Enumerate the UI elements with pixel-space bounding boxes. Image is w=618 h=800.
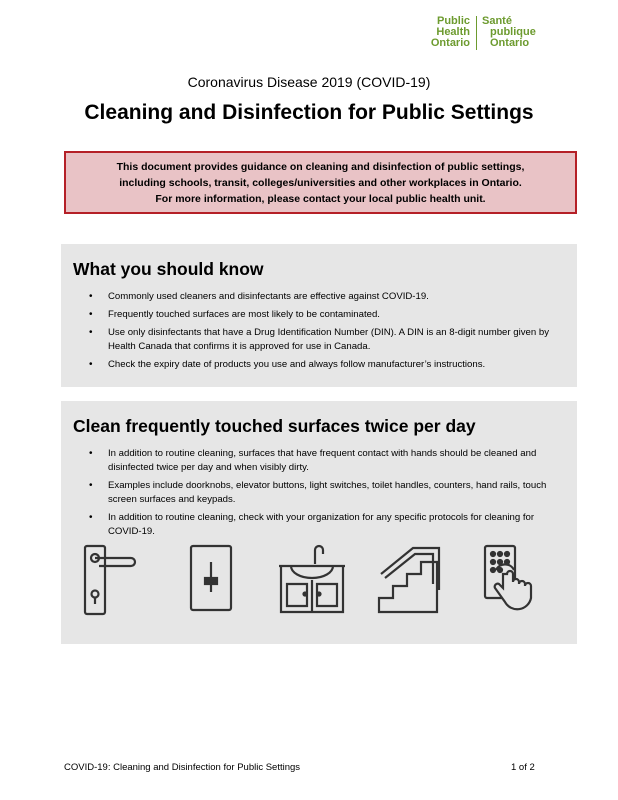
list-item: • Check the expiry date of products you use and always follow manufacturer’s instructions. [108, 358, 565, 372]
logo-french [482, 16, 536, 49]
section-heading: What you should know [73, 259, 264, 279]
bullet-list [73, 447, 565, 539]
logo-en-line: Ontario [430, 37, 470, 49]
notice-line: including schools, transit, colleges/universities and other workplaces in Ontario. [119, 176, 522, 189]
footer-document-title: COVID-19: Cleaning and Disinfection for Public Settings [64, 762, 301, 773]
list-item: • Frequently touched surfaces are most likely to be contaminated. [108, 308, 565, 322]
guidance-notice-box [64, 151, 577, 214]
logo-english [431, 16, 470, 49]
public-health-ontario-logo [410, 16, 550, 50]
bullet-list [73, 290, 565, 372]
keypad-touch-icon [483, 544, 545, 616]
logo-fr-line: publique [490, 26, 536, 38]
document-subtitle: Coronavirus Disease 2019 (COVID-19) [187, 74, 431, 90]
what-you-should-know-panel [61, 244, 577, 387]
notice-line: For more information, please contact your local public health unit. [155, 192, 486, 205]
list-item: • In addition to routine cleaning, surfaces that have frequent contact with hands should be cleaned and disinfected twice per day and when visibly dirty. [108, 447, 565, 475]
logo-fr-line: Santé [482, 15, 512, 27]
stair-handrail-icon [377, 544, 443, 616]
footer-page-number: 1 of 2 [511, 762, 535, 773]
door-handle-icon [81, 544, 141, 616]
logo-fr-line: Ontario [490, 37, 530, 49]
logo-en-line: Health [436, 26, 470, 38]
sink-counter-icon [277, 544, 347, 616]
logo-en-line: Public [436, 15, 470, 27]
notice-line: This document provides guidance on cleaning and disinfection of public settings, [116, 160, 525, 173]
list-item: • Use only disinfectants that have a Drug Identification Number (DIN). A DIN is an 8-digit number given by Health Canada that confirms it is approved for use in Canada. [108, 326, 565, 354]
list-item: • In addition to routine cleaning, check with your organization for any specific protocols for cleaning for COVID-19. [108, 511, 565, 539]
document-title: Cleaning and Disinfection for Public Settings [84, 101, 534, 124]
light-switch-icon [189, 544, 233, 616]
list-item: • Examples include doorknobs, elevator buttons, light switches, toilet handles, counters, hand rails, touch screen surfaces and keypads. [108, 479, 565, 507]
surface-icons-row [81, 544, 561, 624]
clean-surfaces-panel [61, 401, 577, 644]
section-heading: Clean frequently touched surfaces twice per day [73, 416, 476, 436]
logo-divider [476, 16, 477, 50]
list-item: • Commonly used cleaners and disinfectants are effective against COVID-19. [108, 290, 565, 304]
